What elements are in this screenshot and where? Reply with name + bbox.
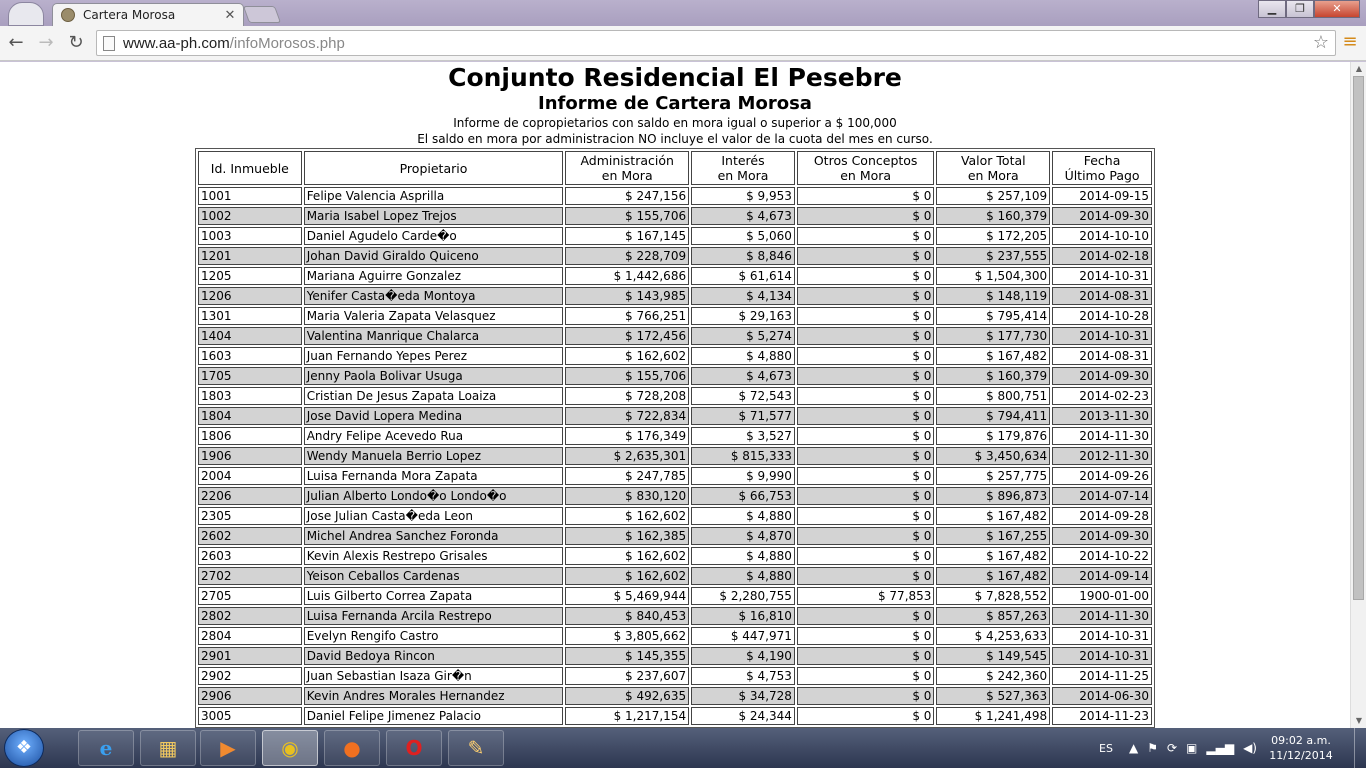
table-cell: $ 24,344 [691,707,795,725]
table-cell: 2206 [198,487,302,505]
table-cell: $ 0 [797,387,935,405]
column-header [797,151,935,185]
table-cell: $ 0 [797,627,935,645]
back-icon[interactable]: ← [8,32,24,53]
reload-icon[interactable]: ↻ [68,32,84,53]
page-content [0,62,1350,728]
table-row [198,427,1152,445]
table-cell: 2012-11-30 [1052,447,1152,465]
table-cell: $ 155,706 [565,367,689,385]
table-cell: Yenifer Casta�eda Montoya [304,287,564,305]
table-row [198,267,1152,285]
table-cell: 2014-09-28 [1052,507,1152,525]
table-cell: Jose Julian Casta�eda Leon [304,507,564,525]
flag-icon[interactable]: ⚑ [1147,741,1158,755]
column-header [304,151,564,185]
table-cell: $ 176,349 [565,427,689,445]
table-cell: 1205 [198,267,302,285]
table-cell: $ 0 [797,547,935,565]
language-indicator[interactable]: ES [1099,741,1113,755]
table-row [198,347,1152,365]
table-cell: 2014-11-30 [1052,607,1152,625]
paint-icon[interactable]: ✎ [448,730,504,766]
table-cell: 1404 [198,327,302,345]
table-cell: 2901 [198,647,302,665]
table-cell: Jose David Lopera Medina [304,407,564,425]
table-row [198,447,1152,465]
table-cell: Andry Felipe Acevedo Rua [304,427,564,445]
table-cell: 2014-09-30 [1052,207,1152,225]
table-cell: $ 145,355 [565,647,689,665]
table-cell: $ 0 [797,707,935,725]
address-bar[interactable] [96,30,1336,56]
close-button[interactable]: ✕ [1314,0,1360,18]
table-cell: $ 167,482 [936,347,1050,365]
table-cell: 2014-11-25 [1052,667,1152,685]
table-cell: 2014-10-31 [1052,647,1152,665]
table-cell: $ 7,828,552 [936,587,1050,605]
table-cell: 2014-11-23 [1052,707,1152,725]
table-row [198,327,1152,345]
column-header-line: Fecha [1083,153,1121,168]
table-cell: 2014-10-31 [1052,327,1152,345]
table-cell: $ 815,333 [691,447,795,465]
table-cell: 2902 [198,667,302,685]
restore-button[interactable]: ❐ [1286,0,1314,18]
column-header-line: Administración [580,153,674,168]
table-row [198,707,1152,725]
table-row [198,187,1152,205]
table-cell: $ 162,602 [565,547,689,565]
table-cell: Maria Isabel Lopez Trejos [304,207,564,225]
table-cell: $ 4,880 [691,507,795,525]
table-cell: Yeison Ceballos Cardenas [304,567,564,585]
table-row [198,667,1152,685]
table-cell: $ 0 [797,487,935,505]
column-header-line: Interés [721,153,765,168]
table-cell: $ 0 [797,307,935,325]
table-cell: 2014-10-28 [1052,307,1152,325]
table-cell: $ 1,504,300 [936,267,1050,285]
table-cell: $ 3,805,662 [565,627,689,645]
table-cell: $ 0 [797,527,935,545]
table-cell: $ 34,728 [691,687,795,705]
internet-explorer-icon[interactable]: e [78,730,134,766]
table-cell: 2014-10-31 [1052,267,1152,285]
table-cell: $ 5,060 [691,227,795,245]
table-cell: $ 66,753 [691,487,795,505]
table-cell: 2014-09-14 [1052,567,1152,585]
table-cell: $ 247,156 [565,187,689,205]
table-cell: 2014-10-22 [1052,547,1152,565]
table-row [198,627,1152,645]
table-cell: 2014-10-10 [1052,227,1152,245]
table-cell: $ 0 [797,687,935,705]
table-cell: Valentina Manrique Chalarca [304,327,564,345]
table-cell: $ 0 [797,427,935,445]
table-cell: 1705 [198,367,302,385]
table-cell: 1206 [198,287,302,305]
table-cell: $ 1,217,154 [565,707,689,725]
taskbar [0,728,1366,768]
table-cell: $ 162,602 [565,567,689,585]
table-cell: $ 3,450,634 [936,447,1050,465]
column-header-line: Último Pago [1064,168,1140,183]
table-cell: 1900-01-00 [1052,587,1152,605]
table-row [198,387,1152,405]
table-cell: Jenny Paola Bolivar Usuga [304,367,564,385]
file-explorer-icon[interactable]: ▦ [140,730,196,766]
table-cell: $ 0 [797,227,935,245]
table-cell: 2014-02-23 [1052,387,1152,405]
table-cell: $ 4,134 [691,287,795,305]
table-cell: 2014-07-14 [1052,487,1152,505]
report-note-1: Informe de copropietarios con saldo en mora igual o superior a $ 100,000 [453,116,897,130]
profile-icon[interactable] [8,2,44,26]
table-cell: $ 4,880 [691,347,795,365]
table-cell: 1001 [198,187,302,205]
column-header-line: en Mora [717,168,769,183]
table-cell: Felipe Valencia Asprilla [304,187,564,205]
table-row [198,587,1152,605]
table-cell: $ 162,385 [565,527,689,545]
url-host: www.aa-ph.com [123,34,230,52]
table-cell: $ 0 [797,367,935,385]
table-cell: $ 179,876 [936,427,1050,445]
show-desktop-button[interactable] [1354,728,1366,768]
table-cell: $ 795,414 [936,307,1050,325]
table-cell: $ 16,810 [691,607,795,625]
table-cell: Daniel Felipe Jimenez Palacio [304,707,564,725]
table-cell: $ 3,527 [691,427,795,445]
table-cell: $ 167,145 [565,227,689,245]
table-cell: $ 0 [797,207,935,225]
column-header-line: en Mora [840,168,892,183]
table-cell: $ 9,953 [691,187,795,205]
table-cell: $ 4,673 [691,207,795,225]
table-cell: $ 527,363 [936,687,1050,705]
table-cell: $ 857,263 [936,607,1050,625]
table-cell: $ 728,208 [565,387,689,405]
bookmark-star-icon[interactable]: ☆ [1312,32,1329,53]
table-cell: $ 155,706 [565,207,689,225]
table-cell: $ 0 [797,447,935,465]
vertical-scrollbar[interactable] [1350,62,1366,728]
scroll-up-icon[interactable]: ▲ [1355,64,1363,73]
table-cell: $ 9,990 [691,467,795,485]
table-cell: 1301 [198,307,302,325]
table-cell: Wendy Manuela Berrio Lopez [304,447,564,465]
table-cell: $ 0 [797,247,935,265]
table-cell: $ 2,280,755 [691,587,795,605]
table-cell: $ 4,253,633 [936,627,1050,645]
column-header-line: en Mora [967,168,1019,183]
table-cell: Juan Sebastian Isaza Gir�n [304,667,564,685]
favicon-icon [61,8,75,22]
report-note-2: El saldo en mora por administracion NO incluye el valor de la cuota del mes en curso. [417,132,933,146]
table-cell: $ 162,602 [565,347,689,365]
browser-toolbar [0,26,1366,61]
table-cell: $ 257,109 [936,187,1050,205]
table-cell: Cristian De Jesus Zapata Loaiza [304,387,564,405]
table-cell: $ 143,985 [565,287,689,305]
column-header-line: Valor Total [960,153,1026,168]
table-cell: 2014-10-31 [1052,627,1152,645]
table-cell: Evelyn Rengifo Castro [304,627,564,645]
table-cell: $ 1,442,686 [565,267,689,285]
table-cell: 1906 [198,447,302,465]
table-cell: 1803 [198,387,302,405]
table-cell: Michel Andrea Sanchez Foronda [304,527,564,545]
table-cell: 2804 [198,627,302,645]
table-cell: 2603 [198,547,302,565]
table-cell: $ 247,785 [565,467,689,485]
table-cell: $ 4,190 [691,647,795,665]
table-cell: $ 4,673 [691,367,795,385]
minimize-button[interactable]: ▁ [1258,0,1286,18]
table-cell: 1002 [198,207,302,225]
table-cell: Maria Valeria Zapata Velasquez [304,307,564,325]
table-cell: $ 0 [797,327,935,345]
table-cell: $ 830,120 [565,487,689,505]
table-cell: $ 172,456 [565,327,689,345]
table-cell: $ 8,846 [691,247,795,265]
table-row [198,647,1152,665]
table-row [198,467,1152,485]
opera-icon[interactable]: O [386,730,442,766]
table-cell: $ 4,880 [691,567,795,585]
table-cell: Luisa Fernanda Mora Zapata [304,467,564,485]
table-cell: 2014-09-30 [1052,527,1152,545]
clock-time: 09:02 a.m. [1271,734,1331,747]
table-cell: $ 237,555 [936,247,1050,265]
column-header-line: Propietario [399,160,468,176]
table-cell: 2906 [198,687,302,705]
table-cell: $ 840,453 [565,607,689,625]
table-cell: $ 0 [797,467,935,485]
table-cell: $ 0 [797,507,935,525]
table-row [198,547,1152,565]
table-body [198,187,1152,725]
table-cell: $ 77,853 [797,587,935,605]
table-cell: $ 0 [797,667,935,685]
table-cell: 2014-11-30 [1052,427,1152,445]
delinquency-table [195,148,1155,728]
table-row [198,687,1152,705]
table-row [198,487,1152,505]
system-tray [1099,728,1366,768]
url-path: /infoMorosos.php [229,34,345,52]
chrome-icon[interactable]: ◉ [262,730,318,766]
sync-icon[interactable]: ⟳ [1166,741,1178,755]
page-icon [103,36,115,51]
table-cell: $ 177,730 [936,327,1050,345]
table-cell: $ 1,241,498 [936,707,1050,725]
table-cell: Kevin Andres Morales Hernandez [304,687,564,705]
table-row [198,527,1152,545]
clock-date: 11/12/2014 [1269,749,1333,762]
table-cell: Johan David Giraldo Quiceno [304,247,564,265]
table-row [198,367,1152,385]
table-cell: $ 447,971 [691,627,795,645]
table-cell: 1806 [198,427,302,445]
table-cell: $ 29,163 [691,307,795,325]
table-cell: Daniel Agudelo Carde�o [304,227,564,245]
table-cell: 2702 [198,567,302,585]
table-cell: $ 167,255 [936,527,1050,545]
table-row [198,287,1152,305]
tab-cartera-morosa[interactable] [52,3,244,26]
table-cell: 2014-08-31 [1052,347,1152,365]
tab-title: Cartera Morosa [83,8,176,22]
table-cell: 2705 [198,587,302,605]
network-signal-icon[interactable]: ▂▄▆ [1206,741,1235,755]
table-cell: $ 162,602 [565,507,689,525]
table-cell: $ 237,607 [565,667,689,685]
menu-icon[interactable]: ≡ [1342,31,1358,52]
table-cell: $ 0 [797,607,935,625]
table-cell: $ 896,873 [936,487,1050,505]
table-cell: $ 160,379 [936,367,1050,385]
column-header [198,151,302,185]
start-button[interactable] [4,729,44,767]
table-row [198,607,1152,625]
table-cell: $ 0 [797,567,935,585]
table-cell: 2305 [198,507,302,525]
table-row [198,307,1152,325]
table-cell: 2802 [198,607,302,625]
table-cell: Mariana Aguirre Gonzalez [304,267,564,285]
new-tab-button[interactable] [243,6,281,23]
table-cell: 3005 [198,707,302,725]
table-cell: 1003 [198,227,302,245]
table-cell: $ 167,482 [936,547,1050,565]
table-cell: Luis Gilberto Correa Zapata [304,587,564,605]
column-header-line: en Mora [601,168,653,183]
table-cell: $ 0 [797,647,935,665]
table-cell: 2014-06-30 [1052,687,1152,705]
table-cell: $ 61,614 [691,267,795,285]
table-cell: David Bedoya Rincon [304,647,564,665]
table-cell: $ 5,274 [691,327,795,345]
table-cell: 2014-09-26 [1052,467,1152,485]
table-cell: 2602 [198,527,302,545]
scroll-down-icon[interactable]: ▼ [1355,716,1363,725]
table-row [198,507,1152,525]
table-cell: $ 172,205 [936,227,1050,245]
table-cell: $ 4,753 [691,667,795,685]
table-cell: 2014-08-31 [1052,287,1152,305]
table-row [198,247,1152,265]
device-icon[interactable]: ▣ [1186,741,1198,755]
table-row [198,567,1152,585]
table-cell: 2013-11-30 [1052,407,1152,425]
table-cell: $ 4,880 [691,547,795,565]
table-cell: $ 800,751 [936,387,1050,405]
table-cell: $ 228,709 [565,247,689,265]
table-cell: $ 149,545 [936,647,1050,665]
page-title: Conjunto Residencial El Pesebre [448,63,902,92]
firefox-icon[interactable]: ● [324,730,380,766]
table-cell: $ 72,543 [691,387,795,405]
page-subtitle: Informe de Cartera Morosa [538,93,812,114]
table-cell: $ 160,379 [936,207,1050,225]
table-header-row [198,151,1152,185]
column-header-line: Id. Inmueble [210,160,289,176]
column-header [691,151,795,185]
column-header [936,151,1050,185]
table-cell: $ 71,577 [691,407,795,425]
table-cell: $ 257,775 [936,467,1050,485]
table-row [198,407,1152,425]
windows-logo-icon: ❖ [15,737,33,758]
tray-expand-icon[interactable]: ▲ [1128,741,1139,755]
table-cell: $ 0 [797,347,935,365]
table-cell: Luisa Fernanda Arcila Restrepo [304,607,564,625]
table-cell: $ 148,119 [936,287,1050,305]
forward-icon[interactable]: → [38,32,54,53]
table-cell: 2014-09-30 [1052,367,1152,385]
volume-icon[interactable]: ◀) [1243,741,1257,755]
clock[interactable] [1266,733,1336,763]
table-cell: Julian Alberto Londo�o Londo�o [304,487,564,505]
column-header-line: Otros Conceptos [813,153,918,168]
table-cell: 2014-02-18 [1052,247,1152,265]
table-cell: $ 5,469,944 [565,587,689,605]
table-cell: 1603 [198,347,302,365]
table-cell: $ 0 [797,407,935,425]
table-cell: 1804 [198,407,302,425]
table-cell: 2014-09-15 [1052,187,1152,205]
column-header [1052,151,1152,185]
table-cell: $ 722,834 [565,407,689,425]
table-cell: $ 2,635,301 [565,447,689,465]
column-header [565,151,689,185]
table-cell: $ 492,635 [565,687,689,705]
table-cell: $ 766,251 [565,307,689,325]
table-row [198,207,1152,225]
table-cell: $ 0 [797,267,935,285]
table-cell: Juan Fernando Yepes Perez [304,347,564,365]
table-cell: $ 167,482 [936,567,1050,585]
browser-titlebar [0,0,1366,26]
table-cell: 2004 [198,467,302,485]
table-cell: Kevin Alexis Restrepo Grisales [304,547,564,565]
table-cell: $ 794,411 [936,407,1050,425]
table-cell: $ 242,360 [936,667,1050,685]
table-cell: 1201 [198,247,302,265]
table-cell: $ 4,870 [691,527,795,545]
media-player-icon[interactable]: ▶ [200,730,256,766]
table-row [198,227,1152,245]
table-cell: $ 0 [797,187,935,205]
table-cell: $ 0 [797,287,935,305]
tab-close-icon[interactable]: ✕ [224,7,236,23]
scrollbar-thumb[interactable] [1353,76,1364,600]
table-cell: $ 167,482 [936,507,1050,525]
